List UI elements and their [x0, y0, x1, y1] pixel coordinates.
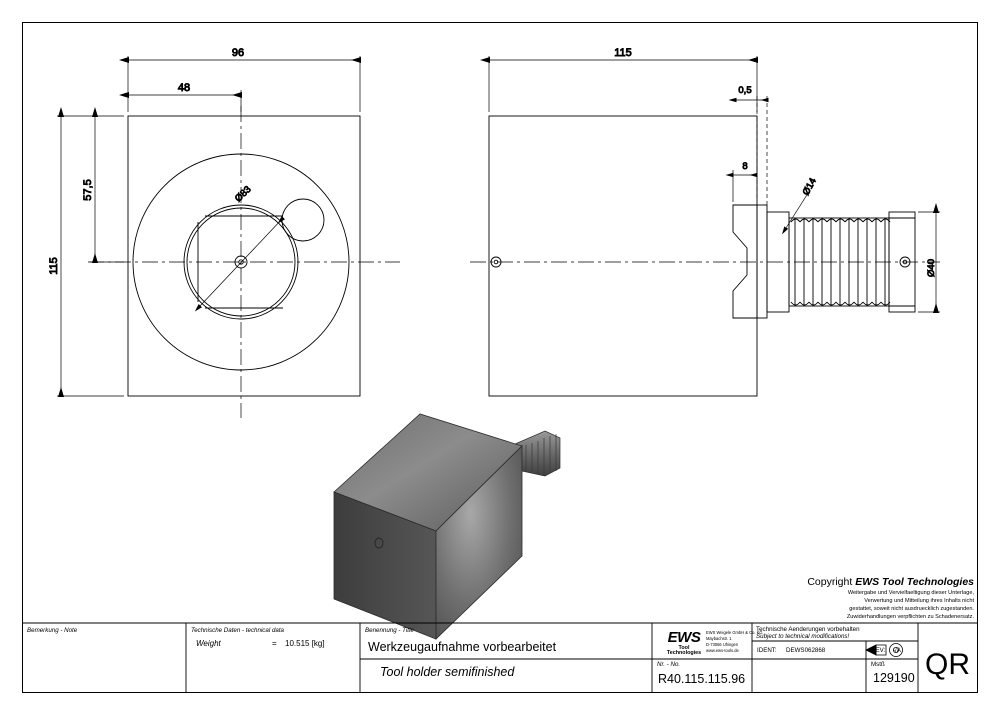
svg-text:0,5: 0,5 [738, 85, 752, 96]
address-line: D-73066 Uhingen [706, 642, 739, 648]
copyright-text-line: Weitergabe und Vervielfaeltigung dieser Unterlage, [847, 590, 974, 596]
logo-sub: Tool Technologies [666, 645, 702, 657]
side-view-geometry [489, 116, 915, 396]
mass-value: 129190 [873, 671, 915, 685]
revision-caption: REV: [871, 647, 886, 654]
number-value: R40.115.115.96 [658, 672, 746, 686]
weight-equals: = [272, 639, 277, 648]
designation-en: Tool holder semifinished [380, 665, 515, 679]
svg-text:Ø83: Ø83 [232, 184, 254, 205]
designation-caption: Benennung - Title [365, 627, 414, 634]
svg-text:115: 115 [48, 257, 60, 275]
changes-caption-de: Technische Aenderungen vorbehalten [756, 626, 860, 633]
svg-text:8: 8 [742, 161, 748, 172]
front-view-centerlines [88, 106, 400, 418]
copyright-line [754, 576, 974, 588]
qr-label: QR [925, 648, 970, 681]
logo-main: EWS [667, 629, 701, 646]
copyright-company: EWS Tool Technologies [855, 576, 974, 588]
changes-caption-en: Subject to technical modifications! [756, 633, 850, 640]
svg-text:57,5: 57,5 [82, 179, 94, 201]
address-line: www.ews-tools.de [706, 648, 739, 654]
svg-text:115: 115 [614, 47, 632, 59]
manufacturer-logo [662, 630, 706, 657]
copyright-block [754, 576, 974, 621]
revision-value: -/A [893, 647, 901, 654]
svg-text:Ø14: Ø14 [800, 176, 819, 198]
weight-label: Weight [196, 639, 221, 648]
manufacturer-address [706, 630, 763, 655]
mass-caption: Mstß [871, 661, 885, 668]
copyright-text-line: Verwertung und Mitteilung ihres Inhalts nicht [864, 598, 974, 605]
ident-value: DEWS062868 [786, 647, 826, 654]
address-line: Maybachstr. 1 [706, 636, 732, 642]
number-caption: Nr. - No. [657, 661, 681, 668]
svg-text:48: 48 [177, 82, 191, 94]
front-view-dimensions [57, 56, 360, 396]
copyright-text-line: Zuwiderhandlungen verpflichten zu Schadenersatz. [846, 614, 974, 621]
address-line: EWS Weigele GmbH & Co. KG [706, 630, 763, 635]
svg-text:Ø40: Ø40 [926, 259, 937, 277]
designation-de: Werkzeugaufnahme vorbearbeitet [368, 640, 557, 654]
copyright-text-line: gestattet, soweit nicht ausdruecklich zugestanden. [849, 606, 974, 613]
weight-value: 10.515 [kg] [285, 639, 325, 648]
side-view-dimensions [489, 56, 940, 312]
front-view-geometry [128, 116, 360, 396]
ident-caption: IDENT: [757, 647, 777, 654]
technical-data-caption: Technische Daten - technical data [191, 627, 284, 634]
remark-caption: Bemerkung - Note [27, 627, 78, 634]
copyright-prefix: Copyright [807, 576, 853, 588]
svg-text:96: 96 [231, 47, 245, 59]
isometric-model [334, 414, 560, 639]
